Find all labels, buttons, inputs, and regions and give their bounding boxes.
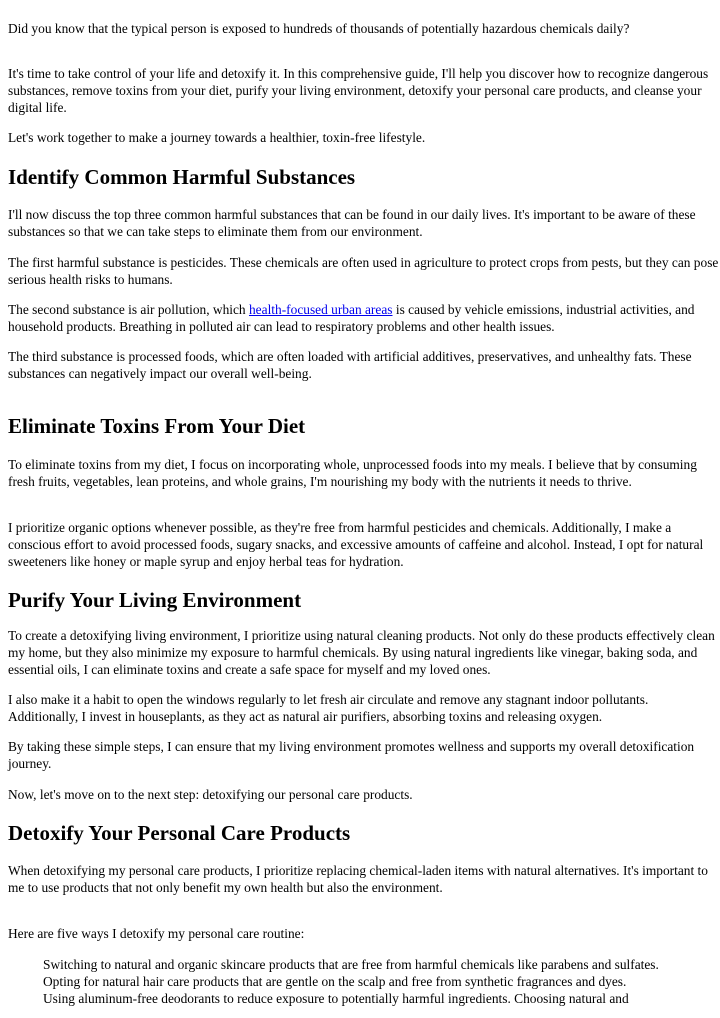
diet-paragraph-2: I prioritize organic options whenever possible, as they're free from harmful pesticides and chemicals. Additionally, I make a conscious effort to avoid processed foods, sugary snacks, and excessive amounts of caffeine and alcohol. Instead, I opt for natural sweeteners like honey or maple syrup and enjoy herbal teas for hydration.: [8, 520, 704, 569]
list-item: Opting for natural hair care products that are gentle on the scalp and free from synthetic fragrances and dyes.: [43, 973, 627, 989]
environment-paragraph-3: By taking these simple steps, I can ensure that my living environment promotes wellness and supports my overall detoxification journey.: [8, 739, 695, 771]
heading-purify-environment: Purify Your Living Environment: [8, 588, 302, 612]
substances-paragraph-4: The third substance is processed foods, which are often loaded with artificial additives, preservatives, and unhealthy fats. These substances can negatively impact our overall well-being.: [8, 349, 692, 381]
substances-paragraph-3: [8, 302, 720, 336]
intro-hook: Did you know that the typical person is exposed to hundreds of thousands of potentially hazardous chemicals daily?: [8, 21, 630, 36]
environment-paragraph-1: To create a detoxifying living environment, I prioritize using natural cleaning products. Not only do these products effectively clean my home, but they also minimize my exposure to harmful chemicals. By using natural ingredients like vinegar, baking soda, and essential oils, I can eliminate toxins and create a safe space for myself and my loved ones.: [8, 628, 715, 677]
environment-paragraph-4: Now, let's move on to the next step: detoxifying our personal care products.: [8, 787, 413, 802]
intro-guide: It's time to take control of your life and detoxify it. In this comprehensive guide, I'll help you discover how to recognize dangerous substances, remove toxins from your diet, purify your living environment, detoxify your personal care products, and cleanse your digital life.: [8, 66, 709, 115]
personal-care-paragraph-1: When detoxifying my personal care products, I prioritize replacing chemical-laden items with natural alternatives. It's important to me to use products that not only benefit my own health but also the environment.: [8, 863, 708, 895]
substances-paragraph-3-start: The second substance is air pollution, which: [8, 302, 249, 317]
heading-harmful-substances: Identify Common Harmful Substances: [8, 165, 356, 189]
intro-together: Let's work together to make a journey towards a healthier, toxin-free lifestyle.: [8, 130, 426, 145]
list-item: Switching to natural and organic skincare products that are free from harmful chemicals like parabens and sulfates.: [43, 957, 659, 972]
list-item: Using aluminum-free deodorants to reduce exposure to potentially harmful ingredients. Choosing natural and: [43, 990, 629, 1006]
substances-paragraph-1: I'll now discuss the top three common harmful substances that can be found in our daily lives. It's important to be aware of these substances so that we can take steps to eliminate them from our environment.: [8, 207, 696, 239]
diet-paragraph-1: To eliminate toxins from my diet, I focus on incorporating whole, unprocessed foods into my meals. I believe that by consuming fresh fruits, vegetables, lean proteins, and whole grains, I'm nourishing my body with the nutrients it needs to thrive.: [8, 457, 697, 489]
personal-care-paragraph-2: Here are five ways I detoxify my personal care routine:: [8, 926, 305, 941]
heading-personal-care: Detoxify Your Personal Care Products: [8, 821, 351, 845]
substances-paragraph-3-end: is caused by vehicle emissions, industrial activities, and household products. Breathing in polluted air can lead to respiratory problems and other health issues.: [8, 302, 695, 334]
environment-paragraph-2: I also make it a habit to open the windows regularly to let fresh air circulate and remove any stagnant indoor pollutants. Additionally, I invest in houseplants, as they act as natural air purifiers, absorbing toxins and releasing oxygen.: [8, 692, 649, 724]
substances-paragraph-2: The first harmful substance is pesticides. These chemicals are often used in agriculture to protect crops from pests, but they can pose serious health risks to humans.: [8, 255, 719, 287]
heading-eliminate-toxins: Eliminate Toxins From Your Diet: [8, 414, 306, 438]
personal-care-list: [43, 957, 720, 1007]
health-focused-urban-areas-link[interactable]: health-focused urban areas: [248, 302, 393, 317]
